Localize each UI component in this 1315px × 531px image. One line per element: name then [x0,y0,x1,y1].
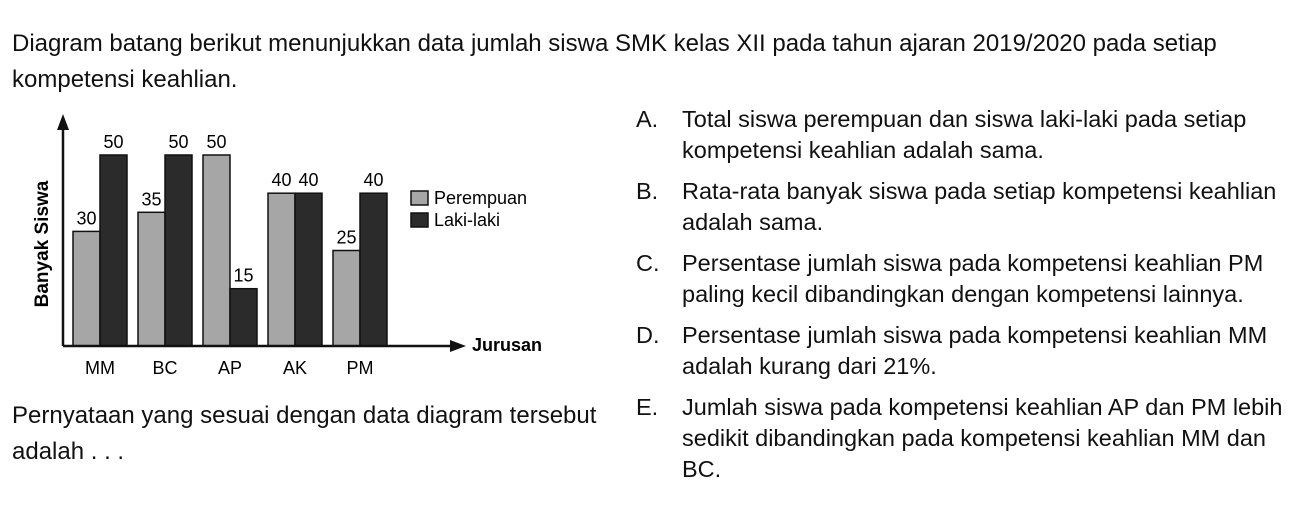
option-d[interactable] [636,320,1296,382]
bar-bc-laki-laki [165,155,192,346]
option-e[interactable] [636,392,1296,485]
bar-label-ap-laki-laki: 15 [233,265,254,286]
legend [411,188,527,230]
bar-label-bc-laki-laki: 50 [168,132,189,152]
bar-pm-laki-laki [360,193,387,346]
option-a[interactable] [636,104,1296,166]
question-text: Pernyataan yang sesuai dengan data diagram tersebut adalah . . . [12,402,597,465]
bar-pm-perempuan [333,251,360,347]
bars-layer [73,155,387,346]
bar-label-ap-perempuan: 50 [206,132,227,152]
bar-mm-perempuan [73,231,100,346]
category-labels-layer [85,358,374,378]
bar-bc-perempuan [138,212,165,346]
category-label-ak: AK [282,358,308,378]
category-label-mm: MM [85,358,115,378]
bar-ak-laki-laki [295,193,322,346]
bar-label-mm-laki-laki: 50 [103,132,124,152]
y-axis-arrow [57,114,69,130]
bar-mm-laki-laki [100,155,127,346]
category-label-bc: BC [152,358,178,378]
legend-swatch-laki-laki [411,213,428,227]
category-label-pm: PM [346,358,374,378]
x-axis-arrow [450,340,466,352]
option-text: Persentase jumlah siswa pada kompetensi keahlian MM adalah kurang dari 21%. [682,322,1268,379]
bar-ap-perempuan [203,155,230,346]
answer-options [636,104,1296,495]
bar-label-bc-perempuan: 35 [141,189,162,210]
option-text: Rata-rata banyak siswa pada setiap kompetensi keahlian adalah sama. [682,178,1277,235]
option-text: Persentase jumlah siswa pada kompetensi keahlian PM paling kecil dibandingkan dengan kompetensi lainnya. [682,250,1264,307]
option-letter: B. [636,178,659,204]
option-letter: D. [636,322,660,348]
legend-swatch-perempuan [411,191,428,205]
y-axis-label: Banyak Siswa [32,180,53,308]
option-text: Jumlah siswa pada kompetensi keahlian AP dan PM lebih sedikit dibandingkan pada kompetensi keahlian MM dan BC. [682,394,1283,482]
bar-label-pm-laki-laki: 40 [363,170,384,191]
legend-label-laki-laki: Laki-laki [434,209,501,230]
bar-ak-perempuan [268,193,295,346]
legend-label-perempuan: Perempuan [434,187,528,208]
option-b[interactable] [636,176,1296,238]
intro-text: Diagram batang berikut menunjukkan data jumlah siswa SMK kelas XII pada tahun ajaran 2019/2020 pada setiap kompetensi keahlian. [12,30,1217,93]
option-letter: A. [636,106,659,132]
bar-ap-laki-laki [230,289,257,346]
option-letter: E. [636,394,659,420]
bar-label-mm-perempuan: 30 [76,208,97,229]
bar-label-pm-perempuan: 25 [336,227,357,248]
bar-chart [0,100,600,390]
bar-label-ak-perempuan: 40 [271,170,292,191]
x-axis-label: Jurusan [472,334,543,355]
category-label-ap: AP [217,358,243,378]
option-letter: C. [636,250,660,276]
option-c[interactable] [636,248,1296,310]
option-text: Total siswa perempuan dan siswa laki-laki pada setiap kompetensi keahlian adalah sama. [682,106,1247,163]
bar-label-ak-laki-laki: 40 [298,170,319,191]
